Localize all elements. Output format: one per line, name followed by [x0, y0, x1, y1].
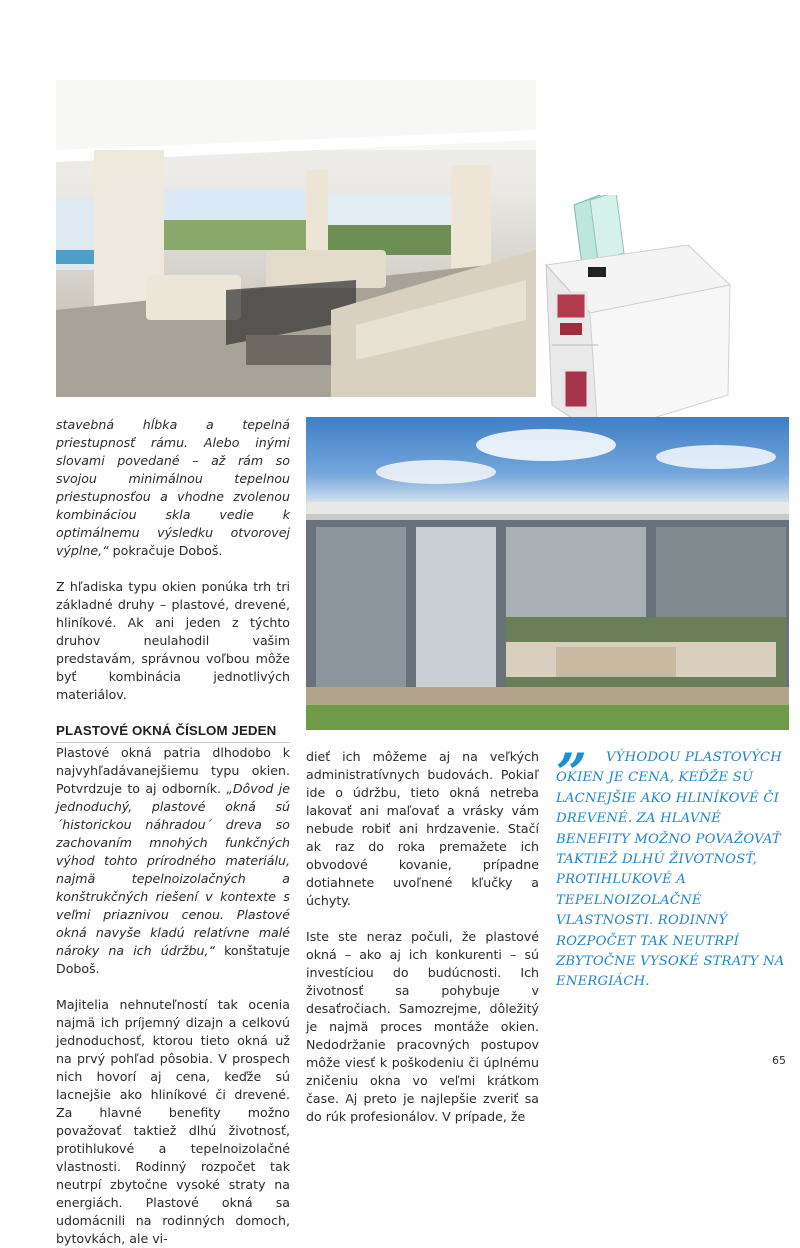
paragraph: Majitelia nehnuteľností tak ocenia najmä ich príjemný dizajn a celkovú jednoduchosť, ktorou tieto okná už na prvý pohľad pôsobia. V prospech nich hovorí aj cena, keďže sú lacnejšie ako hliníkové či drevené. Za hlavné benefity možno považovať taktiež dlhú životnosť, protihlukové a tepelnoizolačné vlastnosti. Rodinný rozpočet tak neutrpí zbytočne vysoké straty na energiách. Plastové okná sa udomácnili na rodinných domoch, bytovkách, ale vi- — [56, 997, 290, 1246]
paragraph: Iste ste neraz počuli, že plastové okná – ako aj ich konkurenti – sú investíciou do budúcnosti. Ich životnosť sa pohybuje v desaťročiach. Samozrejme, dôležitý je najmä proces montáže okien. Nedodržanie pracovných postupov môže viesť k poškodeniu či úplnému zničeniu okna vo veľmi krátkom čase. Aj preto je najlepšie zveriť sa do rúk profesionálov. V prípade, že — [306, 929, 539, 1124]
paragraph — [56, 744, 290, 978]
pull-quote — [556, 741, 786, 993]
quote-text: stavebná hĺbka a tepelná priestupnosť rámu. Alebo inými slovami povedané – až rám so svojou minimálnou tepelnou priestupnosťou a vhodne zvolenou kombináciou skla vedie k optimálnemu výsledku otvorovej výplne,“ — [56, 417, 290, 558]
paragraph-text: Plastové okná patria dlhodobo k najvyhľadávanejšiemu typu okien. Potvrdzuje to aj odborník. — [56, 745, 290, 796]
quote-mark-icon: ” — [556, 741, 588, 805]
attribution-text: konštatuje Doboš. — [56, 943, 290, 976]
quote-text: „Dôvod je jednoduchý, plastové okná sú ´historickou náhradou´ dreva so zachovaním mnohých funkčných výhod tohto prírodného materiálu, najmä tepelnoizolačných a konštrukčných riešení v kontexte s veľmi priaznivou cenou. Plastové okná navyše kladú relatívne malé nároky na ich údržbu,“ — [56, 781, 290, 958]
middle-column — [306, 748, 539, 1126]
window-profile-illustration — [538, 195, 738, 440]
paragraph: Z hľadiska typu okien ponúka trh tri základné druhy – plastové, drevené, hliníkové. Ak ani jeden z týchto druhov neulahodil vašim predstavám, správnou voľbou môže byť kombinácia jednotlivých materiálov. — [56, 579, 290, 702]
left-column — [56, 416, 290, 1248]
section-heading: PLASTOVÉ OKNÁ ČÍSLOM JEDEN — [56, 722, 290, 743]
pull-quote-text: VÝHODOU PLASTOVÝCH OKIEN JE CENA, KEĎŽE SÚ LACNEJŠIE AKO HLINÍKOVÉ ČI DREVENÉ. ZA HLAVNÉ BENEFITY MOŽNO POVAŽOVAŤ TAKTIEŽ DLHÚ ŽIVOTNOSŤ, PROTIHLUKOVÉ A TEPELNOIZOLAČNÉ VLASTNOSTI. RODINNÝ ROZPOČET TAK NEUTRPÍ ZBYTOČNE VYSOKÉ STRATY NA ENERGIÁCH. — [556, 750, 785, 990]
page-number: 65 — [772, 1054, 786, 1067]
paragraph: dieť ich môžeme aj na veľkých administratívnych budovách. Pokiaľ ide o údržbu, tieto okná netreba lakovať ani maľovať a vrásky vám nebude robiť ani hrdzavenie. Stačí ak raz do roka premažete ich obvodové kovanie, prípadne dotiahnete uvoľnené kľučky a úchyty. — [306, 749, 539, 908]
exterior-photo — [306, 417, 789, 730]
interior-photo — [56, 80, 536, 397]
paragraph — [56, 416, 290, 560]
attribution-text: pokračuje Doboš. — [108, 543, 223, 558]
